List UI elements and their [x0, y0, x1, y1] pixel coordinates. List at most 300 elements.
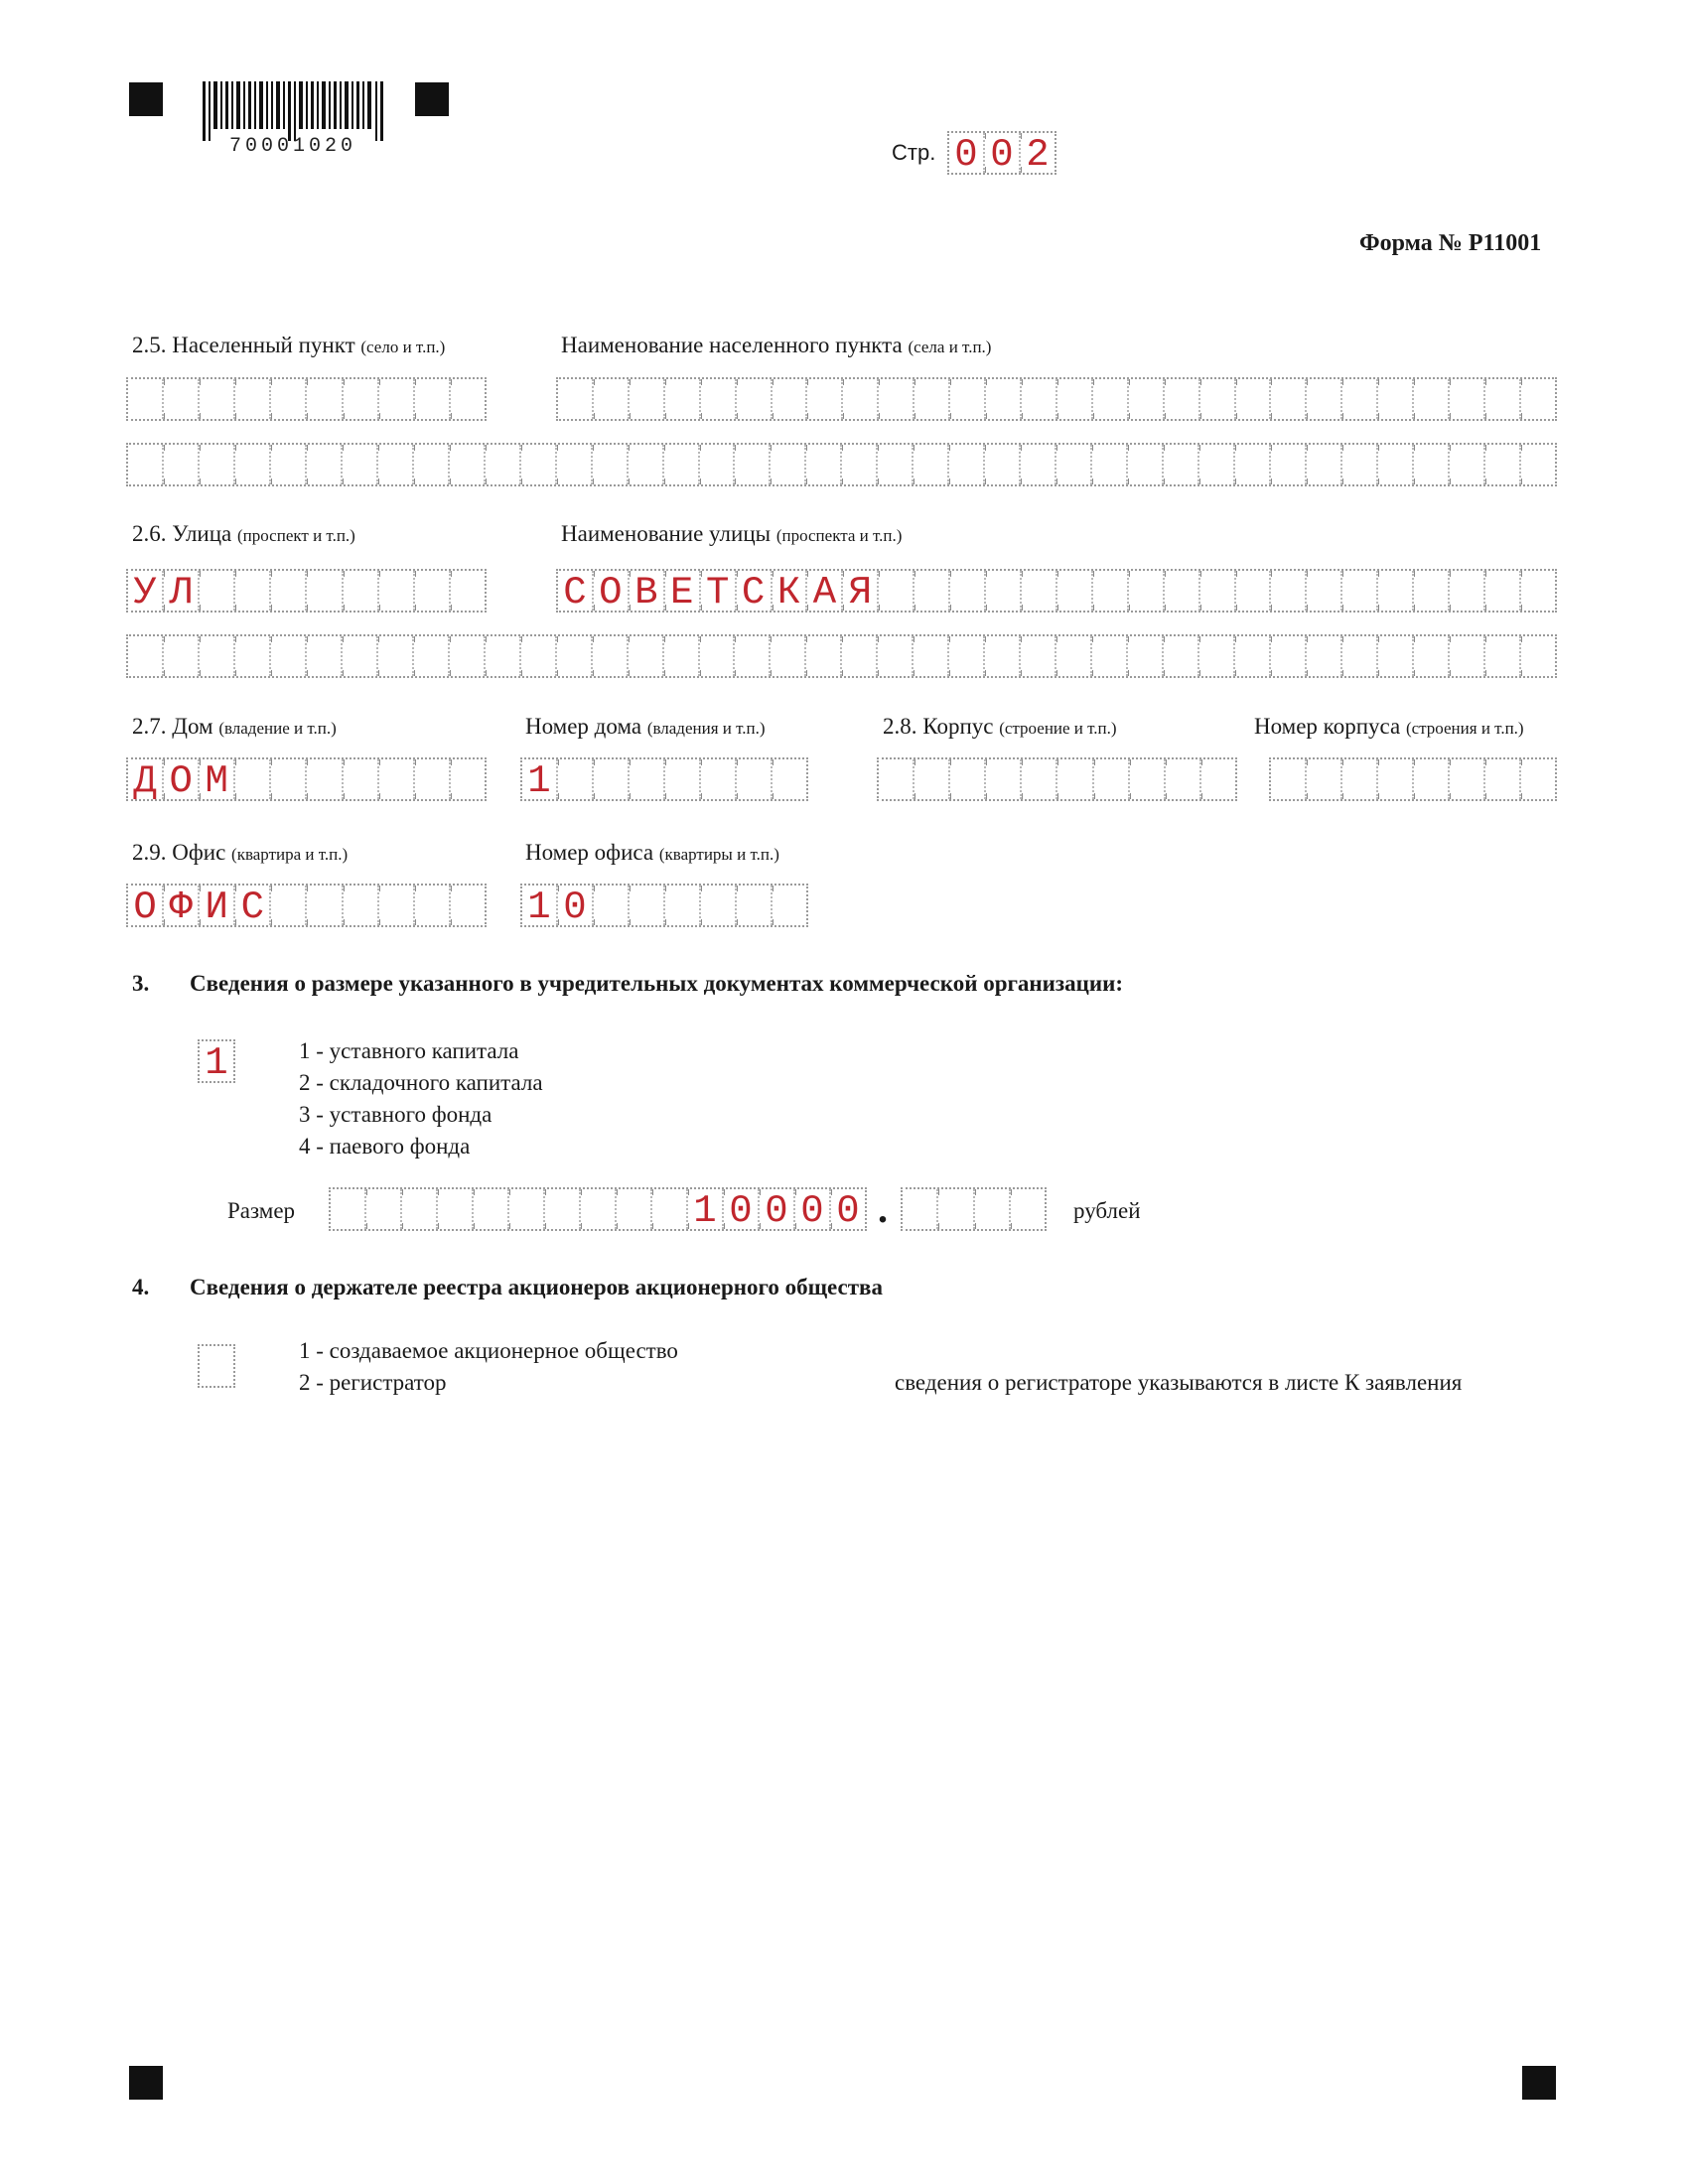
char-cell [413, 759, 449, 799]
char-cell [948, 379, 984, 419]
capital-option-4: 4 - паевого фонда [299, 1134, 471, 1159]
capital-type-selector[interactable] [198, 1039, 235, 1083]
char-cell [733, 445, 769, 484]
char-cell [1055, 636, 1090, 676]
currency-label: рублей [1073, 1198, 1141, 1223]
char-cell [1271, 759, 1305, 799]
char-cell: И [198, 886, 233, 925]
char-cell [699, 886, 735, 925]
char-cell [1164, 759, 1199, 799]
char-cell [698, 445, 734, 484]
char-cell [876, 636, 912, 676]
char-cell [305, 571, 341, 611]
char-cell [1483, 759, 1519, 799]
char-cell [449, 886, 485, 925]
page-number-cells [947, 131, 1056, 175]
char-cell: С [735, 571, 771, 611]
char-cell [1412, 571, 1448, 611]
section-2-7-number-label [525, 715, 766, 738]
char-cell [733, 636, 769, 676]
char-cell [769, 445, 804, 484]
char-cell [1197, 636, 1233, 676]
char-cell [1020, 571, 1055, 611]
char-cell [1055, 571, 1091, 611]
char-cell [412, 636, 448, 676]
char-cell: 0 [758, 1189, 793, 1229]
char-cell [1483, 379, 1519, 419]
char-cell [628, 886, 663, 925]
char-cell [1127, 379, 1163, 419]
char-cell [1055, 759, 1091, 799]
char-cell [913, 759, 948, 799]
char-cell [1340, 445, 1376, 484]
locality-type-field[interactable] [126, 377, 487, 421]
section-2-5-name-title: Наименование населенного пункта [561, 333, 903, 357]
char-cell [948, 759, 984, 799]
char-cell: Ф [162, 886, 198, 925]
char-cell [1412, 445, 1448, 484]
char-cell [449, 379, 485, 419]
char-cell [233, 571, 269, 611]
capital-amount-integer-field[interactable] [329, 1187, 867, 1231]
char-cell [592, 886, 628, 925]
street-name-field-row2[interactable] [126, 634, 1557, 678]
section-4-title: Сведения о держателе реестра акционеров акционерного общества [190, 1275, 883, 1299]
char-cell: 1 [527, 886, 551, 925]
char-cell [735, 759, 771, 799]
char-cell [1269, 379, 1305, 419]
char-cell: В [628, 571, 663, 611]
section-2-8-title: 2.8. Корпус [883, 714, 994, 739]
char-cell [1020, 379, 1055, 419]
char-cell [628, 759, 663, 799]
char-cell [233, 636, 269, 676]
char-cell [200, 1346, 233, 1386]
char-cell [947, 445, 983, 484]
section-2-5-title: 2.5. Населенный пункт [132, 333, 355, 357]
char-cell [876, 445, 912, 484]
char-cell [1376, 379, 1412, 419]
char-cell [1483, 571, 1519, 611]
char-cell [1519, 571, 1555, 611]
section-2-7-hint: (владение и т.п.) [218, 719, 337, 738]
char-cell: Я [841, 571, 877, 611]
char-cell [449, 759, 485, 799]
char-cell [973, 1189, 1009, 1229]
char-cell [376, 636, 412, 676]
char-cell [650, 1189, 686, 1229]
char-cell [376, 445, 412, 484]
char-cell [805, 379, 841, 419]
section-2-7-title: 2.7. Дом [132, 714, 213, 739]
char-cell [662, 445, 698, 484]
house-number-field[interactable] [520, 757, 808, 801]
char-cell [1519, 636, 1555, 676]
char-cell [1448, 759, 1483, 799]
char-cell: С [233, 886, 269, 925]
char-cell [771, 886, 806, 925]
house-type-field[interactable] [126, 757, 487, 801]
char-cell [198, 445, 233, 484]
char-cell [1234, 379, 1270, 419]
char-cell [198, 571, 233, 611]
char-cell [1091, 571, 1127, 611]
char-cell [449, 571, 485, 611]
char-cell [377, 571, 413, 611]
char-cell [699, 759, 735, 799]
char-cell [472, 1189, 507, 1229]
char-cell [1340, 636, 1376, 676]
char-cell: О [162, 759, 198, 799]
char-cell [413, 379, 449, 419]
page-label: Стр. [892, 140, 936, 165]
section-2-5-hint: (село и т.п.) [360, 338, 446, 356]
char-cell [331, 1189, 364, 1229]
char-cell [377, 759, 413, 799]
char-cell [1340, 759, 1376, 799]
char-cell [1198, 379, 1234, 419]
office-type-field[interactable] [126, 884, 487, 927]
section-2-7-label [132, 715, 337, 738]
char-cell [377, 379, 413, 419]
building-number-field[interactable] [1269, 757, 1557, 801]
char-cell: 0 [829, 1189, 865, 1229]
char-cell: А [805, 571, 841, 611]
char-cell [627, 636, 662, 676]
char-cell [1091, 379, 1127, 419]
char-cell [128, 636, 162, 676]
char-cell [162, 445, 198, 484]
char-cell [1340, 571, 1376, 611]
char-cell [128, 379, 162, 419]
char-cell [555, 636, 591, 676]
locality-name-field-row1[interactable] [556, 377, 1557, 421]
char-cell: Е [663, 571, 699, 611]
char-cell [1448, 445, 1483, 484]
char-cell [771, 379, 806, 419]
char-cell [305, 759, 341, 799]
char-cell [1162, 445, 1197, 484]
char-cell [804, 636, 840, 676]
char-cell [162, 636, 198, 676]
street-type-field[interactable] [126, 569, 487, 613]
char-cell [1305, 571, 1340, 611]
char-cell [591, 636, 627, 676]
char-cell [662, 636, 698, 676]
char-cell [484, 636, 519, 676]
char-cell [1412, 379, 1448, 419]
char-cell [663, 886, 699, 925]
section-2-6-label [132, 522, 355, 545]
char-cell [305, 636, 341, 676]
char-cell [1269, 636, 1305, 676]
char-cell [1055, 445, 1090, 484]
char-cell [558, 379, 592, 419]
char-cell [412, 445, 448, 484]
office-number-field[interactable] [520, 884, 808, 927]
char-cell [913, 571, 948, 611]
char-cell [1234, 571, 1270, 611]
char-cell [804, 445, 840, 484]
corner-marker-bottom-right [1522, 2066, 1556, 2100]
char-cell [840, 636, 876, 676]
char-cell [341, 445, 376, 484]
char-cell [1305, 379, 1340, 419]
char-cell [269, 571, 305, 611]
char-cell [1269, 445, 1305, 484]
section-2-6-name-title: Наименование улицы [561, 521, 772, 546]
char-cell [305, 886, 341, 925]
street-name-field-row1[interactable] [556, 569, 1557, 613]
char-cell [663, 759, 699, 799]
char-cell [305, 445, 341, 484]
char-cell [1009, 1189, 1045, 1229]
char-cell [1019, 445, 1055, 484]
char-cell [1126, 445, 1162, 484]
char-cell [269, 636, 305, 676]
char-cell [128, 445, 162, 484]
char-cell [913, 379, 948, 419]
char-cell [1269, 571, 1305, 611]
char-cell [592, 379, 628, 419]
char-cell [840, 445, 876, 484]
char-cell [1519, 759, 1555, 799]
char-cell [579, 1189, 615, 1229]
char-cell [1305, 759, 1340, 799]
char-cell: О [133, 886, 157, 925]
char-cell [984, 759, 1020, 799]
char-cell [198, 379, 233, 419]
capital-option-3: 3 - уставного фонда [299, 1102, 492, 1127]
char-cell [436, 1189, 472, 1229]
char-cell [1376, 445, 1412, 484]
section-2-9-number-hint: (квартиры и т.п.) [658, 845, 779, 864]
char-cell [877, 379, 913, 419]
char-cell [198, 636, 233, 676]
char-cell [377, 886, 413, 925]
char-cell [912, 445, 947, 484]
char-cell [1198, 571, 1234, 611]
building-type-field[interactable] [877, 757, 1237, 801]
char-cell [269, 445, 305, 484]
char-cell [771, 759, 806, 799]
corner-marker-top-right [415, 82, 449, 116]
char-cell [543, 1189, 579, 1229]
char-cell [983, 445, 1019, 484]
char-cell: О [592, 571, 628, 611]
size-label: Размер [227, 1198, 296, 1223]
char-cell [903, 1189, 936, 1229]
char-cell [628, 379, 663, 419]
char-cell [592, 759, 628, 799]
char-cell [1376, 636, 1412, 676]
char-cell [1448, 571, 1483, 611]
section-2-6-name-hint: (проспекта и т.п.) [775, 526, 903, 545]
section-2-5-label [132, 334, 445, 356]
char-cell [841, 379, 877, 419]
char-cell [983, 636, 1019, 676]
registrar-note: сведения о регистраторе указываются в листе К заявления [895, 1370, 1463, 1395]
char-cell [269, 759, 305, 799]
char-cell: К [771, 571, 806, 611]
char-cell: 1 [527, 759, 551, 799]
section-2-5-name-label [561, 334, 991, 356]
char-cell [1162, 636, 1197, 676]
char-cell [1305, 636, 1340, 676]
char-cell [1019, 636, 1055, 676]
char-cell: Л [162, 571, 198, 611]
char-cell [879, 759, 913, 799]
char-cell [1448, 636, 1483, 676]
char-cell: М [198, 759, 233, 799]
section-2-8-number-label [1254, 715, 1524, 738]
char-cell [305, 379, 341, 419]
char-cell [1199, 759, 1235, 799]
char-cell [1483, 636, 1519, 676]
char-cell [698, 636, 734, 676]
char-cell [448, 636, 484, 676]
capital-option-2: 2 - складочного капитала [299, 1070, 543, 1095]
char-cell: 0 [983, 133, 1019, 173]
char-cell [912, 636, 947, 676]
char-cell [877, 571, 913, 611]
capital-option-1: 1 - уставного капитала [299, 1038, 519, 1063]
registry-holder-selector[interactable] [198, 1344, 235, 1388]
section-2-7-number-hint: (владения и т.п.) [646, 719, 766, 738]
char-cell [1376, 759, 1412, 799]
section-3-title: Сведения о размере указанного в учредительных документах коммерческой организации: [190, 971, 1124, 996]
section-2-9-number-title: Номер офиса [525, 840, 654, 865]
decimal-point: . [878, 1186, 888, 1231]
section-2-8-number-title: Номер корпуса [1254, 714, 1401, 739]
char-cell [591, 445, 627, 484]
char-cell [1055, 379, 1091, 419]
section-2-9-title: 2.9. Офис [132, 840, 226, 865]
char-cell [269, 379, 305, 419]
char-cell [1376, 571, 1412, 611]
char-cell: Т [699, 571, 735, 611]
char-cell [233, 445, 269, 484]
char-cell: 1 [686, 1189, 722, 1229]
char-cell [342, 886, 377, 925]
char-cell [984, 571, 1020, 611]
form-title: Форма № Р11001 [1359, 230, 1542, 256]
section-2-7-number-title: Номер дома [525, 714, 642, 739]
barcode-digits: 70001020 [228, 135, 356, 158]
char-cell [162, 379, 198, 419]
char-cell [269, 886, 305, 925]
char-cell [364, 1189, 400, 1229]
char-cell [507, 1189, 543, 1229]
char-cell [1305, 445, 1340, 484]
char-cell: С [563, 571, 587, 611]
char-cell [663, 379, 699, 419]
char-cell [233, 379, 269, 419]
char-cell [1483, 445, 1519, 484]
corner-marker-bottom-left [129, 2066, 163, 2100]
char-cell [1020, 759, 1055, 799]
section-2-9-label [132, 841, 348, 864]
char-cell [484, 445, 519, 484]
char-cell [519, 636, 555, 676]
char-cell: 2 [1019, 133, 1055, 173]
char-cell: 0 [954, 133, 978, 173]
corner-marker-top-left [129, 82, 163, 116]
char-cell [1163, 571, 1198, 611]
char-cell [948, 571, 984, 611]
char-cell [1412, 759, 1448, 799]
char-cell [342, 759, 377, 799]
char-cell [341, 636, 376, 676]
char-cell [555, 445, 591, 484]
section-2-5-name-hint: (села и т.п.) [908, 338, 992, 356]
char-cell [400, 1189, 436, 1229]
section-2-9-number-label [525, 841, 779, 864]
char-cell [947, 636, 983, 676]
char-cell [1448, 379, 1483, 419]
char-cell [448, 445, 484, 484]
char-cell [1197, 445, 1233, 484]
char-cell [615, 1189, 650, 1229]
char-cell [1412, 636, 1448, 676]
section-4-number: 4. [132, 1275, 150, 1299]
char-cell [735, 379, 771, 419]
char-cell [1233, 636, 1269, 676]
char-cell [1340, 379, 1376, 419]
section-3-number: 3. [132, 971, 150, 996]
char-cell: Д [133, 759, 157, 799]
char-cell [984, 379, 1020, 419]
registry-option-1: 1 - создаваемое акционерное общество [299, 1338, 678, 1363]
char-cell [735, 886, 771, 925]
char-cell [556, 759, 592, 799]
char-cell [1233, 445, 1269, 484]
capital-amount-fraction-field[interactable] [901, 1187, 1047, 1231]
registry-option-2: 2 - регистратор [299, 1370, 447, 1395]
char-cell [1519, 379, 1555, 419]
char-cell [413, 886, 449, 925]
barcode-bars [203, 81, 383, 141]
char-cell [342, 571, 377, 611]
char-cell [936, 1189, 972, 1229]
section-2-8-label [883, 715, 1117, 738]
section-2-6-hint: (проспект и т.п.) [237, 526, 355, 545]
char-cell [519, 445, 555, 484]
char-cell: 1 [205, 1041, 228, 1081]
char-cell [1519, 445, 1555, 484]
char-cell [1126, 636, 1162, 676]
char-cell [413, 571, 449, 611]
barcode [203, 81, 383, 158]
char-cell: У [133, 571, 157, 611]
section-2-6-name-label [561, 522, 902, 545]
char-cell [1127, 571, 1163, 611]
char-cell [1128, 759, 1164, 799]
char-cell: 0 [722, 1189, 758, 1229]
section-2-6-title: 2.6. Улица [132, 521, 232, 546]
char-cell [1090, 636, 1126, 676]
char-cell: 0 [556, 886, 592, 925]
char-cell [1090, 445, 1126, 484]
locality-name-field-row2[interactable] [126, 443, 1557, 486]
char-cell [699, 379, 735, 419]
char-cell [1163, 379, 1198, 419]
char-cell [1092, 759, 1128, 799]
char-cell [627, 445, 662, 484]
char-cell [342, 379, 377, 419]
char-cell: 0 [793, 1189, 829, 1229]
char-cell [233, 759, 269, 799]
